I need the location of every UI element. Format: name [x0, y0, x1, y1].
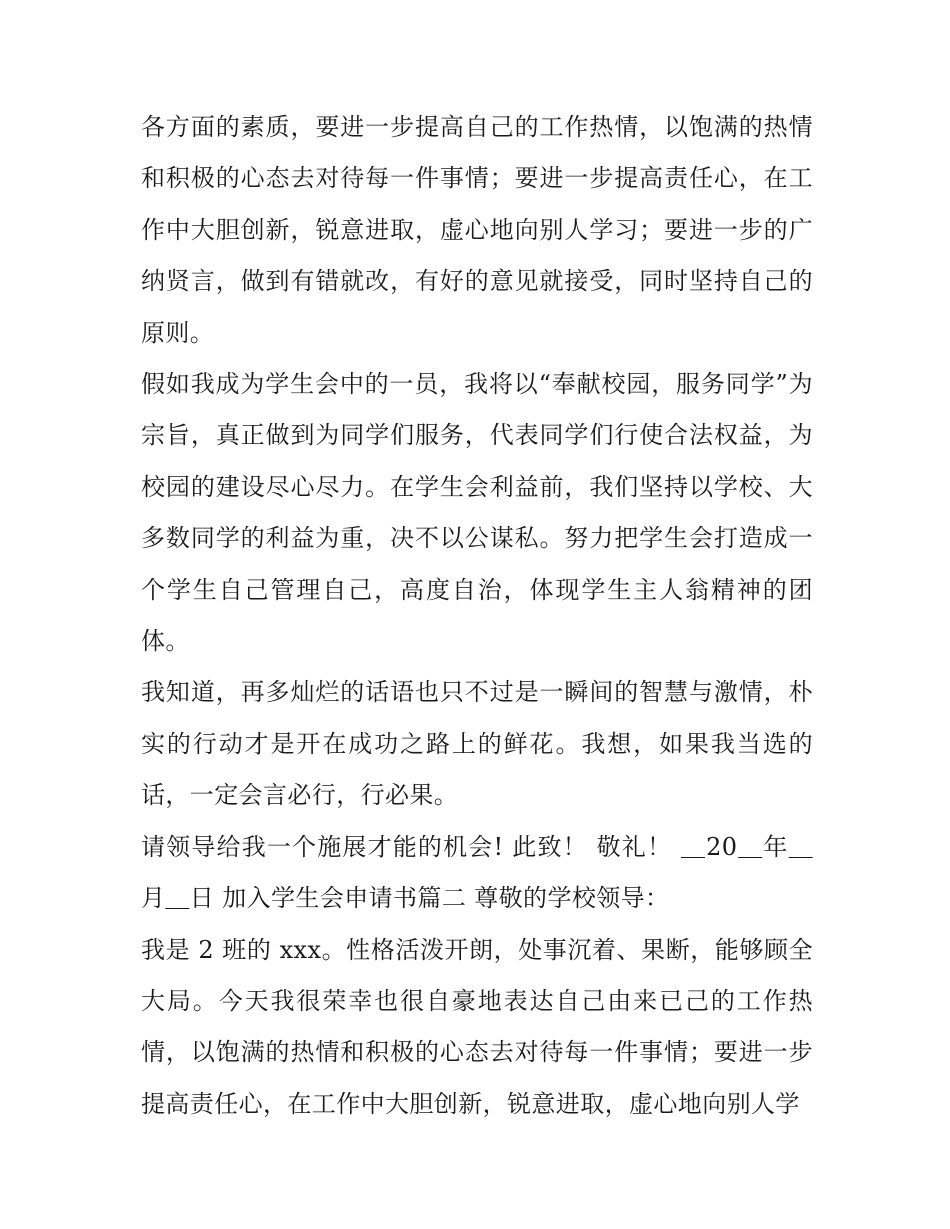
- paragraph-3: 我知道，再多灿烂的话语也只不过是一瞬间的智慧与激情，朴实的行动才是开在成功之路上的鲜花。我想，如果我当选的话，一定会言必行，行必果。: [141, 678, 813, 810]
- document-body: [141, 102, 813, 1130]
- paragraph-5: 我是 2 班的 xxx。性格活泼开朗，处事沉着、果断，能够顾全大局。今天我很荣幸也很自豪地表达自己由来已己的工作热情，以饱满的热情和积极的心态去对待每一件事情；要进一步提高责任心，在工作中大胆创新，锐意进取，虚心地向别人学: [141, 935, 813, 1118]
- paragraph-2: 假如我成为学生会中的一员，我将以“奉献校园，服务同学”为宗旨，真正做到为同学们服务，代表同学们行使合法权益，为校园的建设尽心尽力。在学生会利益前，我们坚持以学校、大多数同学的利益为重，决不以公谋私。努力把学生会打造成一个学生自己管理自己，高度自治，体现学生主人翁精神的团体。: [141, 370, 813, 656]
- paragraph-4: 请领导给我一个施展才能的机会! 此致！ 敬礼！ ＿20＿年＿月＿日 加入学生会申请书篇二 尊敬的学校领导：: [141, 832, 813, 913]
- paragraph-1: 各方面的素质，要进一步提高自己的工作热情，以饱满的热情和积极的心态去对待每一件事情；要进一步提高责任心，在工作中大胆创新，锐意进取，虚心地向别人学习；要进一步的广纳贤言，做到有错就改，有好的意见就接受，同时坚持自己的原则。: [141, 113, 813, 347]
